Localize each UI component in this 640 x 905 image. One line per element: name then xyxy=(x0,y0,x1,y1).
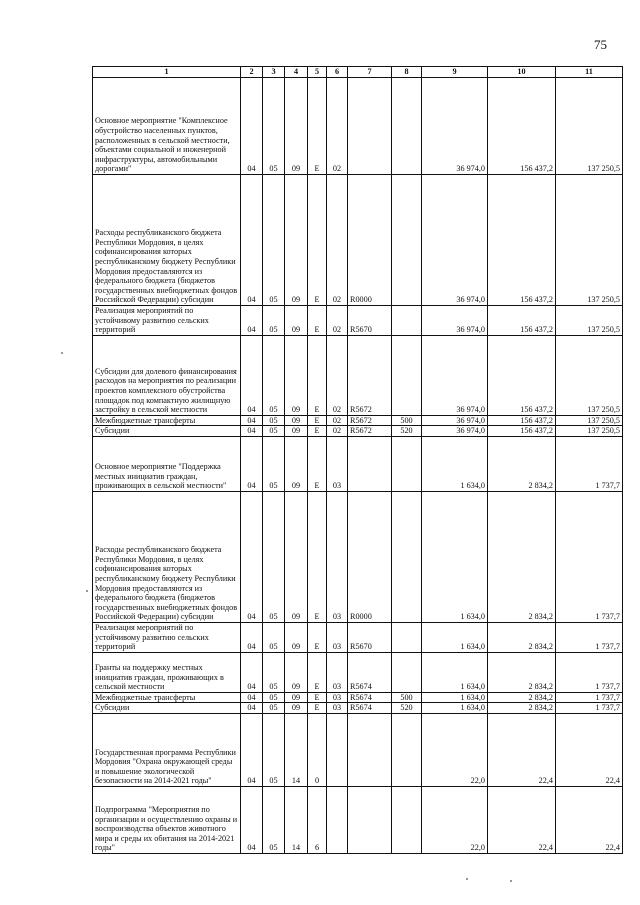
header-cell: 6 xyxy=(327,67,348,78)
row-c2-cell: 04 xyxy=(241,175,263,306)
row-c8-cell: 500 xyxy=(392,692,422,703)
row-c6-cell: 02 xyxy=(327,426,348,437)
table-row xyxy=(93,692,623,703)
scan-speck xyxy=(466,878,468,880)
table-row xyxy=(93,491,623,622)
row-c10-cell: 156 437,2 xyxy=(488,426,556,437)
row-c5-cell: Е xyxy=(308,78,327,175)
row-c3-cell: 05 xyxy=(263,306,285,336)
row-c3-cell: 05 xyxy=(263,703,285,714)
row-c6-cell xyxy=(327,786,348,853)
table-row xyxy=(93,335,623,415)
header-cell: 7 xyxy=(348,67,392,78)
row-c7-cell: R5670 xyxy=(348,622,392,652)
row-c6-cell: 03 xyxy=(327,436,348,491)
row-c4-cell: 09 xyxy=(285,175,308,306)
row-c5-cell: Е xyxy=(308,622,327,652)
row-c8-cell xyxy=(392,786,422,853)
row-c2-cell: 04 xyxy=(241,426,263,437)
row-c4-cell: 09 xyxy=(285,426,308,437)
header-cell: 8 xyxy=(392,67,422,78)
row-c4-cell: 09 xyxy=(285,306,308,336)
row-c9-cell: 36 974,0 xyxy=(422,306,488,336)
row-c6-cell: 02 xyxy=(327,78,348,175)
scan-speck xyxy=(86,590,88,592)
row-c10-cell: 2 834,2 xyxy=(488,703,556,714)
table-row xyxy=(93,78,623,175)
row-c5-cell: Е xyxy=(308,335,327,415)
row-c5-cell: Е xyxy=(308,306,327,336)
row-c8-cell xyxy=(392,335,422,415)
row-c4-cell: 09 xyxy=(285,703,308,714)
row-c10-cell: 22,4 xyxy=(488,786,556,853)
row-c7-cell xyxy=(348,78,392,175)
row-name-cell: Расходы республиканского бюджета Республики Мордовия, в целях софинансирования которых республиканскому бюджету Республики Мордовия предоставляются из федерального бюджета (бюджетов государственных внебюджетных фондов Российской Федерации) субсидии xyxy=(93,491,241,622)
row-name-cell: Субсидии для долевого финансирования расходов на мероприятия по реализации проектов комплексного обустройства площадок под компактную жилищную застройку в сельской местности xyxy=(93,335,241,415)
row-c10-cell: 2 834,2 xyxy=(488,622,556,652)
table-row xyxy=(93,713,623,786)
row-c11-cell: 1 737,7 xyxy=(556,436,623,491)
row-c3-cell: 05 xyxy=(263,415,285,426)
row-c5-cell: Е xyxy=(308,415,327,426)
row-c2-cell: 04 xyxy=(241,622,263,652)
row-c9-cell: 1 634,0 xyxy=(422,622,488,652)
row-name-cell: Межбюджетные трансферты xyxy=(93,415,241,426)
row-name-cell: Подпрограмма "Мероприятия по организации и осуществлению охраны и воспроизводства объектов животного мира и среды их обитания на 2014-2021 годы" xyxy=(93,786,241,853)
row-c7-cell: R5674 xyxy=(348,703,392,714)
row-c7-cell: R5670 xyxy=(348,306,392,336)
row-c5-cell: Е xyxy=(308,175,327,306)
row-c3-cell: 05 xyxy=(263,491,285,622)
row-c8-cell xyxy=(392,652,422,692)
row-c2-cell: 04 xyxy=(241,415,263,426)
row-c8-cell xyxy=(392,175,422,306)
row-c4-cell: 09 xyxy=(285,652,308,692)
row-c10-cell: 2 834,2 xyxy=(488,692,556,703)
row-c7-cell: R0000 xyxy=(348,491,392,622)
row-c9-cell: 36 974,0 xyxy=(422,175,488,306)
header-row xyxy=(93,67,623,78)
row-c3-cell: 05 xyxy=(263,622,285,652)
table-row xyxy=(93,426,623,437)
row-c3-cell: 05 xyxy=(263,426,285,437)
header-cell: 2 xyxy=(241,67,263,78)
row-c7-cell: R5674 xyxy=(348,652,392,692)
row-c2-cell: 04 xyxy=(241,491,263,622)
row-name-cell: Реализация мероприятий по устойчивому развитию сельских территорий xyxy=(93,306,241,336)
row-c4-cell: 09 xyxy=(285,335,308,415)
scan-speck xyxy=(61,352,63,354)
row-c10-cell: 156 437,2 xyxy=(488,78,556,175)
row-c9-cell: 1 634,0 xyxy=(422,491,488,622)
header-cell: 4 xyxy=(285,67,308,78)
row-c2-cell: 04 xyxy=(241,306,263,336)
row-c10-cell: 156 437,2 xyxy=(488,175,556,306)
row-c10-cell: 2 834,2 xyxy=(488,491,556,622)
row-c5-cell: Е xyxy=(308,692,327,703)
row-c6-cell: 02 xyxy=(327,335,348,415)
row-c6-cell: 03 xyxy=(327,692,348,703)
row-c11-cell: 137 250,5 xyxy=(556,306,623,336)
page-number: 75 xyxy=(594,37,607,52)
row-c11-cell: 137 250,5 xyxy=(556,335,623,415)
row-c5-cell: 0 xyxy=(308,713,327,786)
row-c8-cell: 520 xyxy=(392,703,422,714)
row-c9-cell: 1 634,0 xyxy=(422,692,488,703)
row-c4-cell: 09 xyxy=(285,415,308,426)
row-c11-cell: 1 737,7 xyxy=(556,622,623,652)
row-name-cell: Расходы республиканского бюджета Республики Мордовия, в целях софинансирования которых республиканскому бюджету Республики Мордовия предоставляются из федерального бюджета (бюджетов государственных внебюджетных фондов Российской Федерации) субсидии xyxy=(93,175,241,306)
row-c4-cell: 14 xyxy=(285,786,308,853)
row-c6-cell: 03 xyxy=(327,652,348,692)
header-cell: 10 xyxy=(488,67,556,78)
row-c2-cell: 04 xyxy=(241,692,263,703)
row-c2-cell: 04 xyxy=(241,652,263,692)
header-cell: 9 xyxy=(422,67,488,78)
row-c11-cell: 1 737,7 xyxy=(556,491,623,622)
row-c5-cell: Е xyxy=(308,436,327,491)
row-c3-cell: 05 xyxy=(263,713,285,786)
row-c3-cell: 05 xyxy=(263,692,285,703)
row-c6-cell: 02 xyxy=(327,175,348,306)
row-c11-cell: 1 737,7 xyxy=(556,692,623,703)
row-c4-cell: 14 xyxy=(285,713,308,786)
row-name-cell: Основное мероприятие "Комплексное обустройство населенных пунктов, расположенных в сельской местности, объектами социальной и инженерной инфраструктуры, автомобильными дорогами" xyxy=(93,78,241,175)
row-c2-cell: 04 xyxy=(241,703,263,714)
table-row xyxy=(93,415,623,426)
row-c7-cell: R5672 xyxy=(348,426,392,437)
row-c8-cell xyxy=(392,622,422,652)
row-c9-cell: 1 634,0 xyxy=(422,436,488,491)
table-row xyxy=(93,306,623,336)
row-c8-cell xyxy=(392,491,422,622)
row-c7-cell xyxy=(348,713,392,786)
row-c4-cell: 09 xyxy=(285,78,308,175)
row-c11-cell: 137 250,5 xyxy=(556,426,623,437)
row-c9-cell: 36 974,0 xyxy=(422,335,488,415)
row-c8-cell xyxy=(392,78,422,175)
row-c2-cell: 04 xyxy=(241,335,263,415)
row-c6-cell: 02 xyxy=(327,415,348,426)
header-cell: 11 xyxy=(556,67,623,78)
row-c6-cell xyxy=(327,713,348,786)
row-name-cell: Гранты на поддержку местных инициатив граждан, проживающих в сельской местности xyxy=(93,652,241,692)
row-c10-cell: 2 834,2 xyxy=(488,436,556,491)
table-body xyxy=(93,78,623,854)
row-c8-cell: 500 xyxy=(392,415,422,426)
row-c7-cell: R5674 xyxy=(348,692,392,703)
row-c5-cell: 6 xyxy=(308,786,327,853)
row-name-cell: Государственная программа Республики Мордовия "Охрана окружающей среды и повышение экологической безопасности на 2014-2021 годы" xyxy=(93,713,241,786)
row-name-cell: Основное мероприятие "Поддержка местных инициатив граждан, проживающих в сельской местности" xyxy=(93,436,241,491)
row-c3-cell: 05 xyxy=(263,335,285,415)
row-c3-cell: 05 xyxy=(263,652,285,692)
row-c6-cell: 03 xyxy=(327,491,348,622)
row-c11-cell: 137 250,5 xyxy=(556,415,623,426)
row-c9-cell: 36 974,0 xyxy=(422,426,488,437)
row-c2-cell: 04 xyxy=(241,713,263,786)
row-c9-cell: 36 974,0 xyxy=(422,78,488,175)
row-c11-cell: 22,4 xyxy=(556,786,623,853)
row-name-cell: Межбюджетные трансферты xyxy=(93,692,241,703)
table-row xyxy=(93,703,623,714)
row-c6-cell: 03 xyxy=(327,703,348,714)
row-c9-cell: 36 974,0 xyxy=(422,415,488,426)
row-c6-cell: 02 xyxy=(327,306,348,336)
header-cell: 5 xyxy=(308,67,327,78)
row-c6-cell: 03 xyxy=(327,622,348,652)
table-row xyxy=(93,652,623,692)
row-name-cell: Реализация мероприятий по устойчивому развитию сельских территорий xyxy=(93,622,241,652)
row-c5-cell: Е xyxy=(308,426,327,437)
row-c2-cell: 04 xyxy=(241,436,263,491)
row-c8-cell xyxy=(392,436,422,491)
table-row xyxy=(93,786,623,853)
row-c10-cell: 156 437,2 xyxy=(488,335,556,415)
table-row xyxy=(93,175,623,306)
header-cell: 1 xyxy=(93,67,241,78)
row-c3-cell: 05 xyxy=(263,175,285,306)
row-c10-cell: 156 437,2 xyxy=(488,306,556,336)
row-c7-cell xyxy=(348,786,392,853)
header-cell: 3 xyxy=(263,67,285,78)
row-c7-cell: R5672 xyxy=(348,335,392,415)
table-row xyxy=(93,622,623,652)
row-c11-cell: 137 250,5 xyxy=(556,175,623,306)
row-c10-cell: 156 437,2 xyxy=(488,415,556,426)
row-c8-cell xyxy=(392,713,422,786)
row-c8-cell: 520 xyxy=(392,426,422,437)
row-c9-cell: 1 634,0 xyxy=(422,652,488,692)
row-c5-cell: Е xyxy=(308,703,327,714)
row-c8-cell xyxy=(392,306,422,336)
row-name-cell: Субсидии xyxy=(93,703,241,714)
row-c4-cell: 09 xyxy=(285,436,308,491)
row-c5-cell: Е xyxy=(308,652,327,692)
row-c7-cell: R0000 xyxy=(348,175,392,306)
row-c9-cell: 22,0 xyxy=(422,786,488,853)
row-c3-cell: 05 xyxy=(263,436,285,491)
row-c9-cell: 22,0 xyxy=(422,713,488,786)
row-c4-cell: 09 xyxy=(285,491,308,622)
budget-table xyxy=(92,66,623,854)
table-row xyxy=(93,436,623,491)
row-c2-cell: 04 xyxy=(241,78,263,175)
row-name-cell: Субсидии xyxy=(93,426,241,437)
row-c5-cell: Е xyxy=(308,491,327,622)
scan-speck xyxy=(510,880,512,882)
row-c11-cell: 1 737,7 xyxy=(556,703,623,714)
row-c7-cell xyxy=(348,436,392,491)
row-c10-cell: 2 834,2 xyxy=(488,652,556,692)
row-c9-cell: 1 634,0 xyxy=(422,703,488,714)
row-c11-cell: 1 737,7 xyxy=(556,652,623,692)
row-c3-cell: 05 xyxy=(263,78,285,175)
row-c2-cell: 04 xyxy=(241,786,263,853)
row-c10-cell: 22,4 xyxy=(488,713,556,786)
row-c11-cell: 137 250,5 xyxy=(556,78,623,175)
row-c4-cell: 09 xyxy=(285,622,308,652)
row-c3-cell: 05 xyxy=(263,786,285,853)
row-c4-cell: 09 xyxy=(285,692,308,703)
row-c11-cell: 22,4 xyxy=(556,713,623,786)
row-c7-cell: R5672 xyxy=(348,415,392,426)
